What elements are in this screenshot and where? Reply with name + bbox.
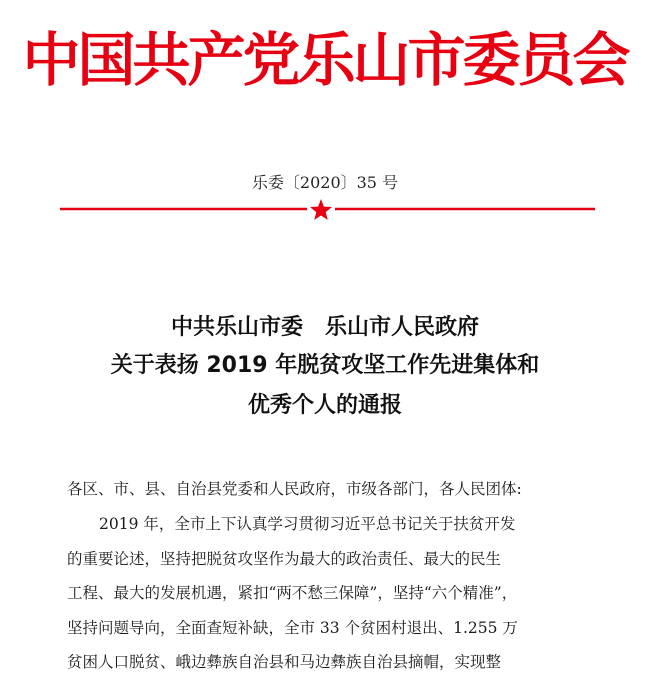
- body-line: 坚持问题导向，全面查短补缺，全市 33 个贫困村退出、1.255 万: [67, 618, 518, 637]
- title-line-3: 优秀个人的通报: [247, 393, 402, 418]
- masthead-org-name: 中国共产党乐山市委员会: [22, 26, 628, 94]
- red-divider: [60, 198, 595, 222]
- salutation: [67, 472, 632, 507]
- title-issuer-government: 乐山市人民政府: [325, 315, 480, 340]
- title-issuer-party: 中共乐山市委: [170, 315, 303, 340]
- document-number: 乐委〔2020〕35 号: [251, 173, 399, 192]
- body-line: 工程、最大的发展机遇，紧扣“两不愁三保障”，坚持“六个精准”，: [67, 584, 518, 602]
- body-line: 2019 年，全市上下认真学习贯彻习近平总书记关于扶贫开发: [99, 515, 516, 533]
- body-line: 贫困人口脱贫、峨边彝族自治县和马边彝族自治县摘帽，实现整: [67, 653, 502, 671]
- red-star-icon: [310, 199, 332, 220]
- body-line: 的重要论述，坚持把脱贫攻坚作为最大的政治责任、最大的民生: [67, 549, 502, 568]
- salutation-text: 各区、市、县、自治县党委和人民政府，市级各部门，各人民团体:: [67, 480, 522, 498]
- title-line-1: [0, 313, 650, 343]
- title-line-2: 关于表扬 2019 年脱贫攻坚工作先进集体和: [110, 353, 540, 378]
- body-paragraph: [67, 507, 632, 680]
